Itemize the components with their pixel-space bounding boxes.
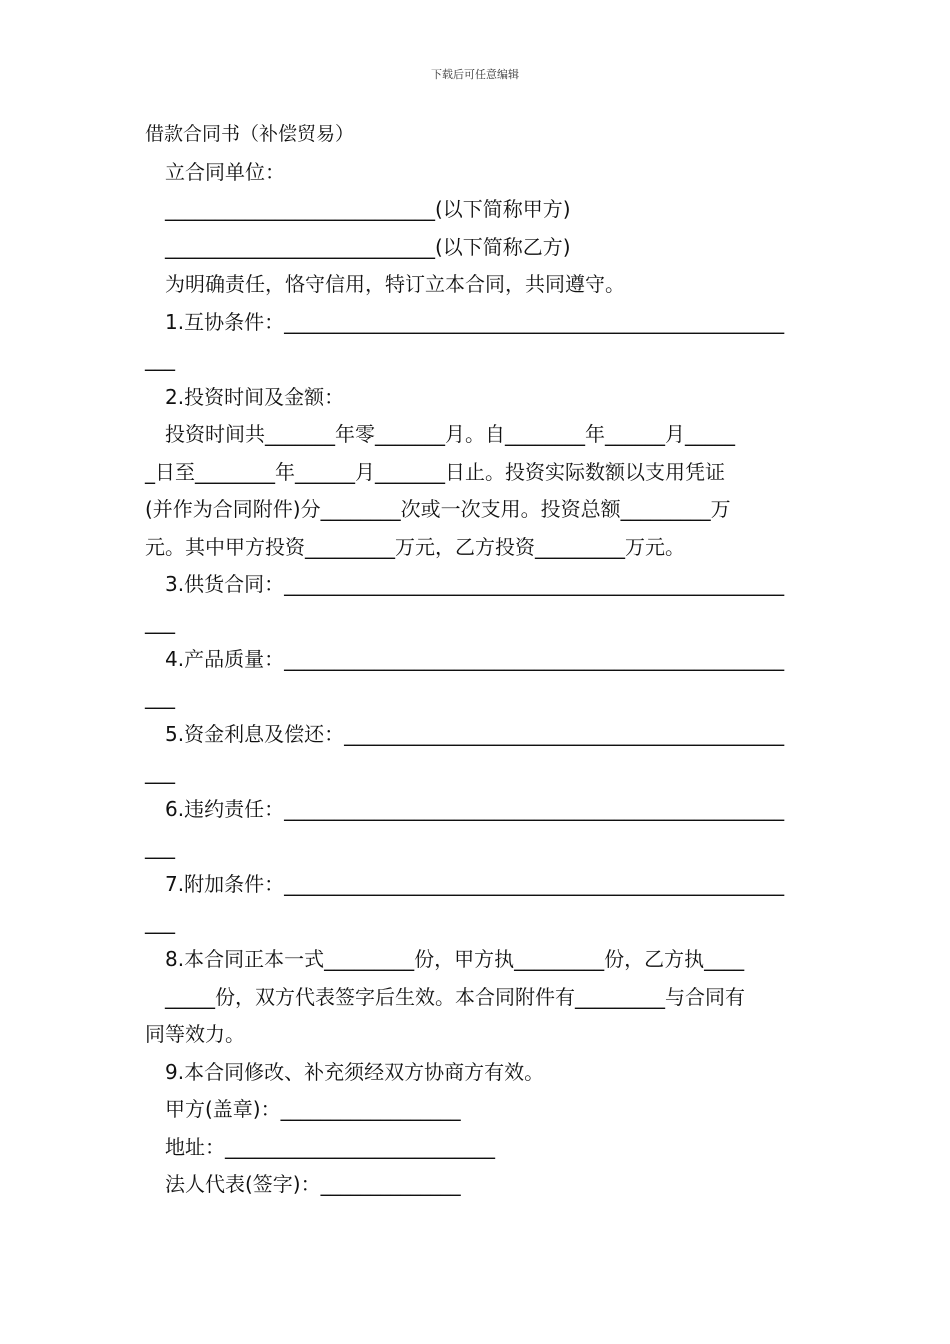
clause-2-line-3: (并作为合同附件)分________次或一次支用。投资总额_________万 bbox=[145, 497, 731, 521]
clause-8-line-1: 8.本合同正本一式_________份，甲方执_________份，乙方执____ bbox=[165, 947, 745, 971]
signature-legal-rep: 法人代表(签字)：______________ bbox=[165, 1172, 461, 1196]
clause-2-line-2: _日至________年______月_______日止。投资实际数额以支用凭证 bbox=[145, 459, 725, 484]
clause-6-cont: ___ bbox=[145, 834, 175, 859]
clause-2-line-1: 投资时间共_______年零_______月。自________年______月_____ bbox=[165, 422, 735, 446]
clause-5-cont: ___ bbox=[145, 759, 175, 784]
clause-2-heading: 2.投资时间及金额： bbox=[165, 384, 345, 409]
clause-4-cont: ___ bbox=[145, 684, 175, 709]
party-a-line: ___________________________(以下简称甲方) bbox=[165, 197, 571, 221]
document-title: 借款合同书（补偿贸易） bbox=[145, 123, 355, 145]
clause-2-line-4: 元。其中甲方投资_________万元，乙方投资_________万元。 bbox=[145, 534, 685, 559]
clause-1-cont: ___ bbox=[145, 347, 175, 371]
page-header-note: 下载后可任意编辑 bbox=[431, 68, 519, 81]
clause-3-cont: ___ bbox=[145, 609, 175, 634]
party-b-line: ___________________________(以下简称乙方) bbox=[165, 234, 571, 259]
party-label: 立合同单位： bbox=[165, 159, 285, 184]
clause-6: 6.违约责任：__________________________________________________ bbox=[165, 797, 785, 821]
clause-7-cont: ___ bbox=[145, 909, 175, 934]
clause-8-line-3: 同等效力。 bbox=[145, 1022, 245, 1046]
clause-8-line-2: _____份，双方代表签字后生效。本合同附件有_________与合同有 bbox=[165, 984, 745, 1009]
clause-5: 5.资金利息及偿还：____________________________________________ bbox=[165, 722, 785, 746]
clause-7: 7.附加条件：__________________________________________________ bbox=[165, 872, 785, 896]
clause-3: 3.供货合同：__________________________________________________ bbox=[165, 572, 785, 596]
preamble: 为明确责任，恪守信用，特订立本合同，共同遵守。 bbox=[165, 272, 625, 296]
clause-9: 9.本合同修改、补充须经双方协商方有效。 bbox=[165, 1059, 545, 1084]
signature-address: 地址：___________________________ bbox=[165, 1134, 495, 1159]
contract-document bbox=[145, 116, 807, 1204]
clause-4: 4.产品质量：__________________________________________________ bbox=[165, 647, 785, 671]
signature-party-a: 甲方(盖章)：__________________ bbox=[165, 1097, 461, 1121]
clause-1: 1.互协条件：__________________________________________________ bbox=[165, 309, 785, 334]
